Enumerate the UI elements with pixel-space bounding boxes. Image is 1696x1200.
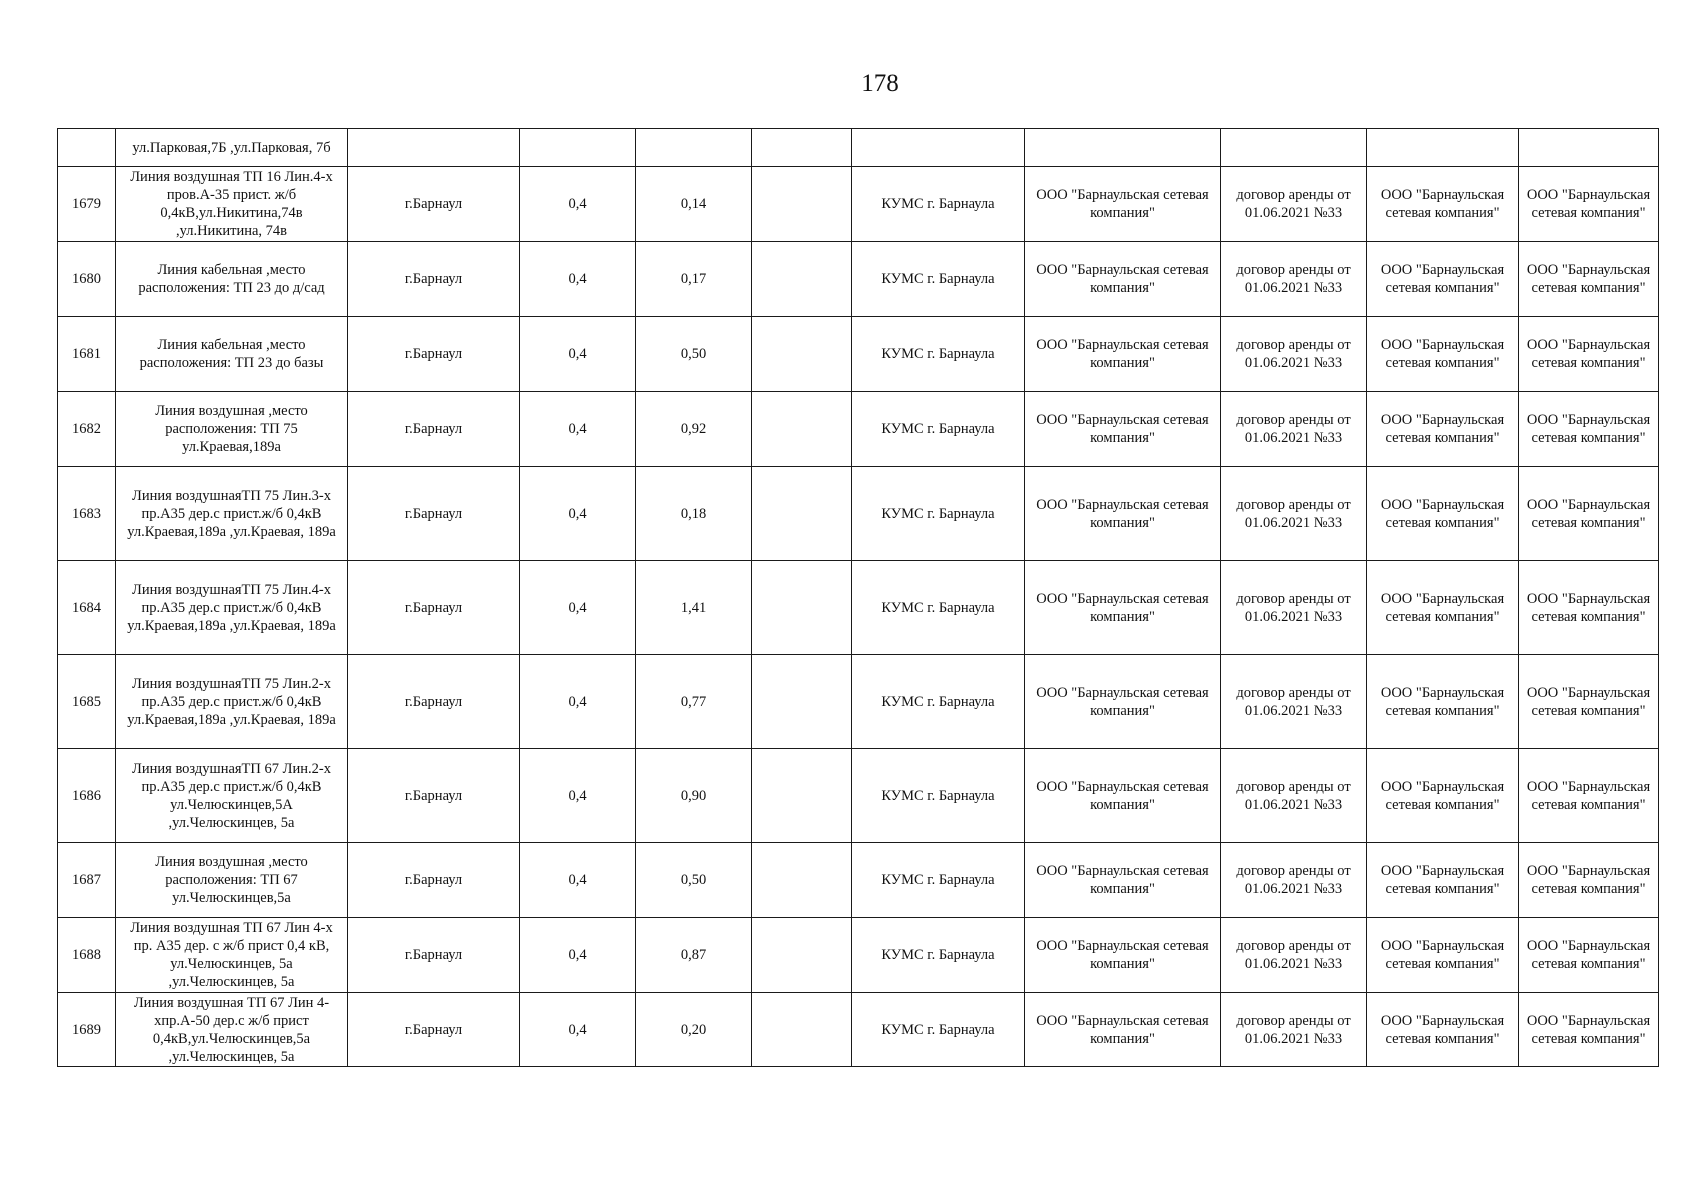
user: ООО "Барнаульская сетевая компания" xyxy=(1519,993,1659,1067)
basis-document: договор аренды от 01.06.2021 №33 xyxy=(1221,843,1367,918)
extra xyxy=(752,392,852,467)
extra xyxy=(752,167,852,242)
object-description: Линия воздушная ТП 67 Лин 4-х пр. А35 дер. с ж/б прист 0,4 кВ, ул.Челюскинцев, 5а ,ул.Челюскинцев, 5а xyxy=(116,918,348,993)
row-number: 1680 xyxy=(58,242,116,317)
operator: ООО "Барнаульская сетевая компания" xyxy=(1367,467,1519,561)
rights-holder: ООО "Барнаульская сетевая компания" xyxy=(1025,242,1221,317)
length xyxy=(636,129,752,167)
operator: ООО "Барнаульская сетевая компания" xyxy=(1367,993,1519,1067)
voltage: 0,4 xyxy=(520,167,636,242)
operator: ООО "Барнаульская сетевая компания" xyxy=(1367,392,1519,467)
owner: КУМС г. Барнаула xyxy=(852,918,1025,993)
rights-holder: ООО "Барнаульская сетевая компания" xyxy=(1025,749,1221,843)
location xyxy=(348,129,520,167)
table-row xyxy=(58,918,1659,993)
rights-holder: ООО "Барнаульская сетевая компания" xyxy=(1025,918,1221,993)
operator: ООО "Барнаульская сетевая компания" xyxy=(1367,561,1519,655)
location: г.Барнаул xyxy=(348,749,520,843)
user: ООО "Барнаульская сетевая компания" xyxy=(1519,843,1659,918)
basis-document: договор аренды от 01.06.2021 №33 xyxy=(1221,242,1367,317)
extra xyxy=(752,993,852,1067)
owner: КУМС г. Барнаула xyxy=(852,467,1025,561)
user: ООО "Барнаульская сетевая компания" xyxy=(1519,918,1659,993)
rights-holder: ООО "Барнаульская сетевая компания" xyxy=(1025,993,1221,1067)
user: ООО "Барнаульская сетевая компания" xyxy=(1519,392,1659,467)
basis-document: договор аренды от 01.06.2021 №33 xyxy=(1221,655,1367,749)
table-row xyxy=(58,129,1659,167)
user: ООО "Барнаульская сетевая компания" xyxy=(1519,167,1659,242)
object-description: Линия кабельная ,место расположения: ТП 23 до д/сад xyxy=(116,242,348,317)
location: г.Барнаул xyxy=(348,242,520,317)
table-row xyxy=(58,242,1659,317)
location: г.Барнаул xyxy=(348,317,520,392)
user: ООО "Барнаульская сетевая компания" xyxy=(1519,317,1659,392)
basis-document: договор аренды от 01.06.2021 №33 xyxy=(1221,167,1367,242)
extra xyxy=(752,918,852,993)
operator: ООО "Барнаульская сетевая компания" xyxy=(1367,317,1519,392)
voltage: 0,4 xyxy=(520,918,636,993)
table-row xyxy=(58,993,1659,1067)
user xyxy=(1519,129,1659,167)
operator: ООО "Барнаульская сетевая компания" xyxy=(1367,655,1519,749)
object-description: Линия воздушнаяТП 67 Лин.2-х пр.А35 дер.с прист.ж/б 0,4кВ ул.Челюскинцев,5А ,ул.Челюскинцев, 5а xyxy=(116,749,348,843)
rights-holder: ООО "Барнаульская сетевая компания" xyxy=(1025,167,1221,242)
object-description: Линия воздушнаяТП 75 Лин.2-х пр.А35 дер.с прист.ж/б 0,4кВ ул.Краевая,189а ,ул.Краевая, 189а xyxy=(116,655,348,749)
table-row xyxy=(58,749,1659,843)
voltage: 0,4 xyxy=(520,242,636,317)
voltage: 0,4 xyxy=(520,749,636,843)
length: 0,50 xyxy=(636,317,752,392)
owner: КУМС г. Барнаула xyxy=(852,843,1025,918)
owner: КУМС г. Барнаула xyxy=(852,167,1025,242)
voltage xyxy=(520,129,636,167)
owner xyxy=(852,129,1025,167)
object-description: Линия воздушная ,место расположения: ТП 67 ул.Челюскинцев,5а xyxy=(116,843,348,918)
operator: ООО "Барнаульская сетевая компания" xyxy=(1367,749,1519,843)
row-number: 1687 xyxy=(58,843,116,918)
length: 0,90 xyxy=(636,749,752,843)
extra xyxy=(752,317,852,392)
row-number: 1686 xyxy=(58,749,116,843)
extra xyxy=(752,749,852,843)
owner: КУМС г. Барнаула xyxy=(852,317,1025,392)
basis-document: договор аренды от 01.06.2021 №33 xyxy=(1221,561,1367,655)
rights-holder: ООО "Барнаульская сетевая компания" xyxy=(1025,843,1221,918)
location: г.Барнаул xyxy=(348,467,520,561)
table-row xyxy=(58,843,1659,918)
table-row xyxy=(58,392,1659,467)
location: г.Барнаул xyxy=(348,993,520,1067)
owner: КУМС г. Барнаула xyxy=(852,993,1025,1067)
voltage: 0,4 xyxy=(520,655,636,749)
rights-holder: ООО "Барнаульская сетевая компания" xyxy=(1025,392,1221,467)
row-number xyxy=(58,129,116,167)
extra xyxy=(752,655,852,749)
row-number: 1688 xyxy=(58,918,116,993)
basis-document: договор аренды от 01.06.2021 №33 xyxy=(1221,993,1367,1067)
length: 0,77 xyxy=(636,655,752,749)
basis-document: договор аренды от 01.06.2021 №33 xyxy=(1221,317,1367,392)
table-row xyxy=(58,317,1659,392)
basis-document: договор аренды от 01.06.2021 №33 xyxy=(1221,749,1367,843)
basis-document: договор аренды от 01.06.2021 №33 xyxy=(1221,392,1367,467)
operator: ООО "Барнаульская сетевая компания" xyxy=(1367,918,1519,993)
location: г.Барнаул xyxy=(348,918,520,993)
voltage: 0,4 xyxy=(520,993,636,1067)
owner: КУМС г. Барнаула xyxy=(852,655,1025,749)
property-register-table xyxy=(57,128,1659,1067)
owner: КУМС г. Барнаула xyxy=(852,749,1025,843)
object-description: Линия кабельная ,место расположения: ТП 23 до базы xyxy=(116,317,348,392)
rights-holder: ООО "Барнаульская сетевая компания" xyxy=(1025,317,1221,392)
row-number: 1685 xyxy=(58,655,116,749)
location: г.Барнаул xyxy=(348,843,520,918)
basis-document: договор аренды от 01.06.2021 №33 xyxy=(1221,467,1367,561)
row-number: 1684 xyxy=(58,561,116,655)
row-number: 1689 xyxy=(58,993,116,1067)
extra xyxy=(752,561,852,655)
object-description: Линия воздушнаяТП 75 Лин.3-х пр.А35 дер.с прист.ж/б 0,4кВ ул.Краевая,189а ,ул.Краевая, 189а xyxy=(116,467,348,561)
object-description: Линия воздушная ТП 16 Лин.4-х пров.А-35 прист. ж/б 0,4кВ,ул.Никитина,74в ,ул.Никитина, 74в xyxy=(116,167,348,242)
row-number: 1679 xyxy=(58,167,116,242)
location: г.Барнаул xyxy=(348,392,520,467)
length: 0,20 xyxy=(636,993,752,1067)
page-number: 178 xyxy=(861,70,899,97)
rights-holder xyxy=(1025,129,1221,167)
length: 1,41 xyxy=(636,561,752,655)
operator xyxy=(1367,129,1519,167)
rights-holder: ООО "Барнаульская сетевая компания" xyxy=(1025,467,1221,561)
rights-holder: ООО "Барнаульская сетевая компания" xyxy=(1025,561,1221,655)
voltage: 0,4 xyxy=(520,392,636,467)
voltage: 0,4 xyxy=(520,317,636,392)
user: ООО "Барнаульская сетевая компания" xyxy=(1519,655,1659,749)
operator: ООО "Барнаульская сетевая компания" xyxy=(1367,167,1519,242)
user: ООО "Барнаульская сетевая компания" xyxy=(1519,749,1659,843)
owner: КУМС г. Барнаула xyxy=(852,242,1025,317)
basis-document: договор аренды от 01.06.2021 №33 xyxy=(1221,918,1367,993)
basis-document xyxy=(1221,129,1367,167)
object-description: Линия воздушнаяТП 75 Лин.4-х пр.А35 дер.с прист.ж/б 0,4кВ ул.Краевая,189а ,ул.Краевая, 189а xyxy=(116,561,348,655)
extra xyxy=(752,467,852,561)
row-number: 1683 xyxy=(58,467,116,561)
operator: ООО "Барнаульская сетевая компания" xyxy=(1367,843,1519,918)
length: 0,14 xyxy=(636,167,752,242)
row-number: 1681 xyxy=(58,317,116,392)
length: 0,87 xyxy=(636,918,752,993)
operator: ООО "Барнаульская сетевая компания" xyxy=(1367,242,1519,317)
user: ООО "Барнаульская сетевая компания" xyxy=(1519,561,1659,655)
extra xyxy=(752,242,852,317)
length: 0,17 xyxy=(636,242,752,317)
object-description: Линия воздушная ТП 67 Лин 4-хпр.А-50 дер.с ж/б прист 0,4кВ,ул.Челюскинцев,5а ,ул.Челюскинцев, 5а xyxy=(116,993,348,1067)
voltage: 0,4 xyxy=(520,843,636,918)
user: ООО "Барнаульская сетевая компания" xyxy=(1519,467,1659,561)
owner: КУМС г. Барнаула xyxy=(852,561,1025,655)
location: г.Барнаул xyxy=(348,655,520,749)
extra xyxy=(752,129,852,167)
length: 0,18 xyxy=(636,467,752,561)
location: г.Барнаул xyxy=(348,167,520,242)
voltage: 0,4 xyxy=(520,561,636,655)
owner: КУМС г. Барнаула xyxy=(852,392,1025,467)
table-row xyxy=(58,467,1659,561)
length: 0,50 xyxy=(636,843,752,918)
user: ООО "Барнаульская сетевая компания" xyxy=(1519,242,1659,317)
voltage: 0,4 xyxy=(520,467,636,561)
rights-holder: ООО "Барнаульская сетевая компания" xyxy=(1025,655,1221,749)
location: г.Барнаул xyxy=(348,561,520,655)
table-row xyxy=(58,167,1659,242)
extra xyxy=(752,843,852,918)
object-description: ул.Парковая,7Б ,ул.Парковая, 7б xyxy=(116,129,348,167)
length: 0,92 xyxy=(636,392,752,467)
table-row xyxy=(58,655,1659,749)
object-description: Линия воздушная ,место расположения: ТП 75 ул.Краевая,189а xyxy=(116,392,348,467)
table-row xyxy=(58,561,1659,655)
row-number: 1682 xyxy=(58,392,116,467)
